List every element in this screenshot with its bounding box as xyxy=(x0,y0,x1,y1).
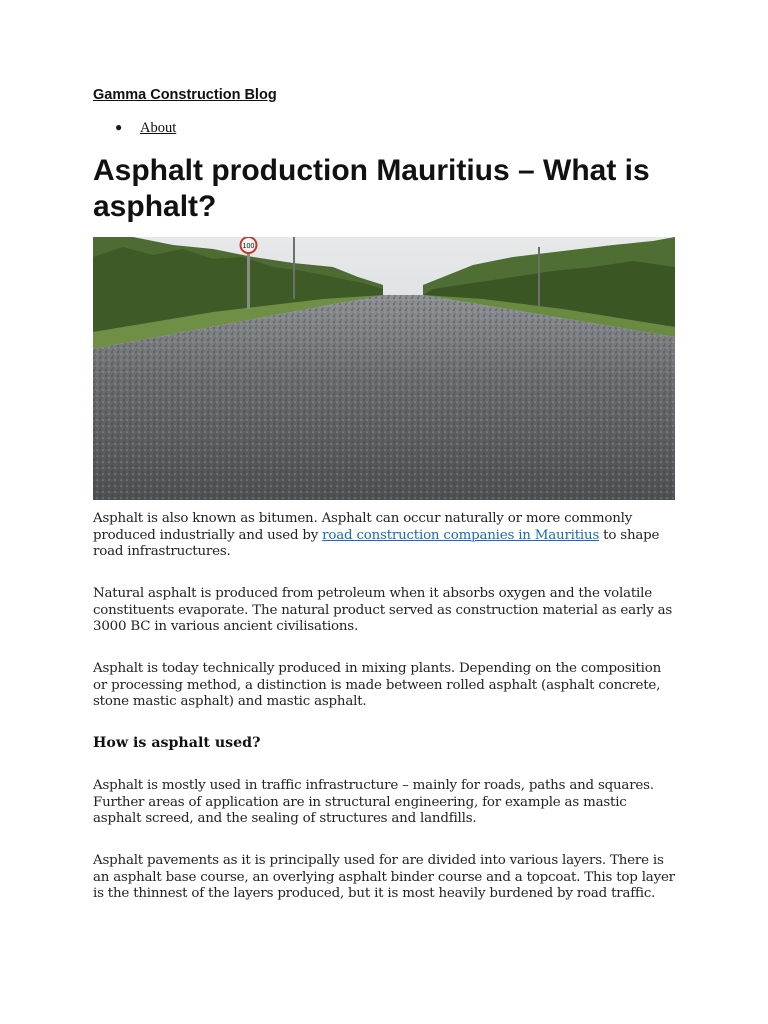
hero-image-road xyxy=(93,237,675,500)
road-construction-link[interactable]: road construction companies in Mauritius xyxy=(322,527,600,543)
paragraph-traffic-infrastructure: Asphalt is mostly used in traffic infrastructure – mainly for roads, paths and squares. Further areas of application are in structural engineering, for example as mastic asphalt screed, and the sealing of structures and landfills. xyxy=(93,778,654,827)
blog-title-link[interactable]: Gamma Construction Blog xyxy=(93,87,277,103)
paragraph-pavement-layers: Asphalt pavements as it is principally used for are divided into various layers. There is an asphalt base course, an overlying asphalt binder course and a topcoat. This top layer is the thinnest of the layers produced, but it is most heavily burdened by road traffic. xyxy=(93,853,675,902)
bullet-icon: ● xyxy=(115,120,123,134)
paragraph-intro xyxy=(93,511,675,561)
paragraph-mixing-plants: Asphalt is today technically produced in mixing plants. Depending on the composition or processing method, a distinction is made between rolled asphalt (asphalt concrete, stone mastic asphalt) and mastic asphalt. xyxy=(93,661,662,710)
nav-item-about xyxy=(93,120,176,137)
paragraph-intro-tail: to shape road infrastructures. xyxy=(93,527,660,560)
article-title: Asphalt production Mauritius – What is asphalt? xyxy=(93,154,650,223)
paragraph-natural-asphalt: Natural asphalt is produced from petroleum when it absorbs oxygen and the volatile constituents evaporate. The natural product served as construction material as early as 3000 BC in various ancient civilisations. xyxy=(93,586,673,635)
road-photo xyxy=(93,237,675,500)
paragraph-intro-text: Asphalt is also known as bitumen. Asphalt can occur naturally or more commonly produced industrially and used by xyxy=(93,511,633,543)
subheading-how-used: How is asphalt used? xyxy=(93,735,261,751)
speed-sign-text: 100 xyxy=(242,243,255,250)
nav-list xyxy=(93,120,176,137)
about-link[interactable]: About xyxy=(140,120,177,136)
